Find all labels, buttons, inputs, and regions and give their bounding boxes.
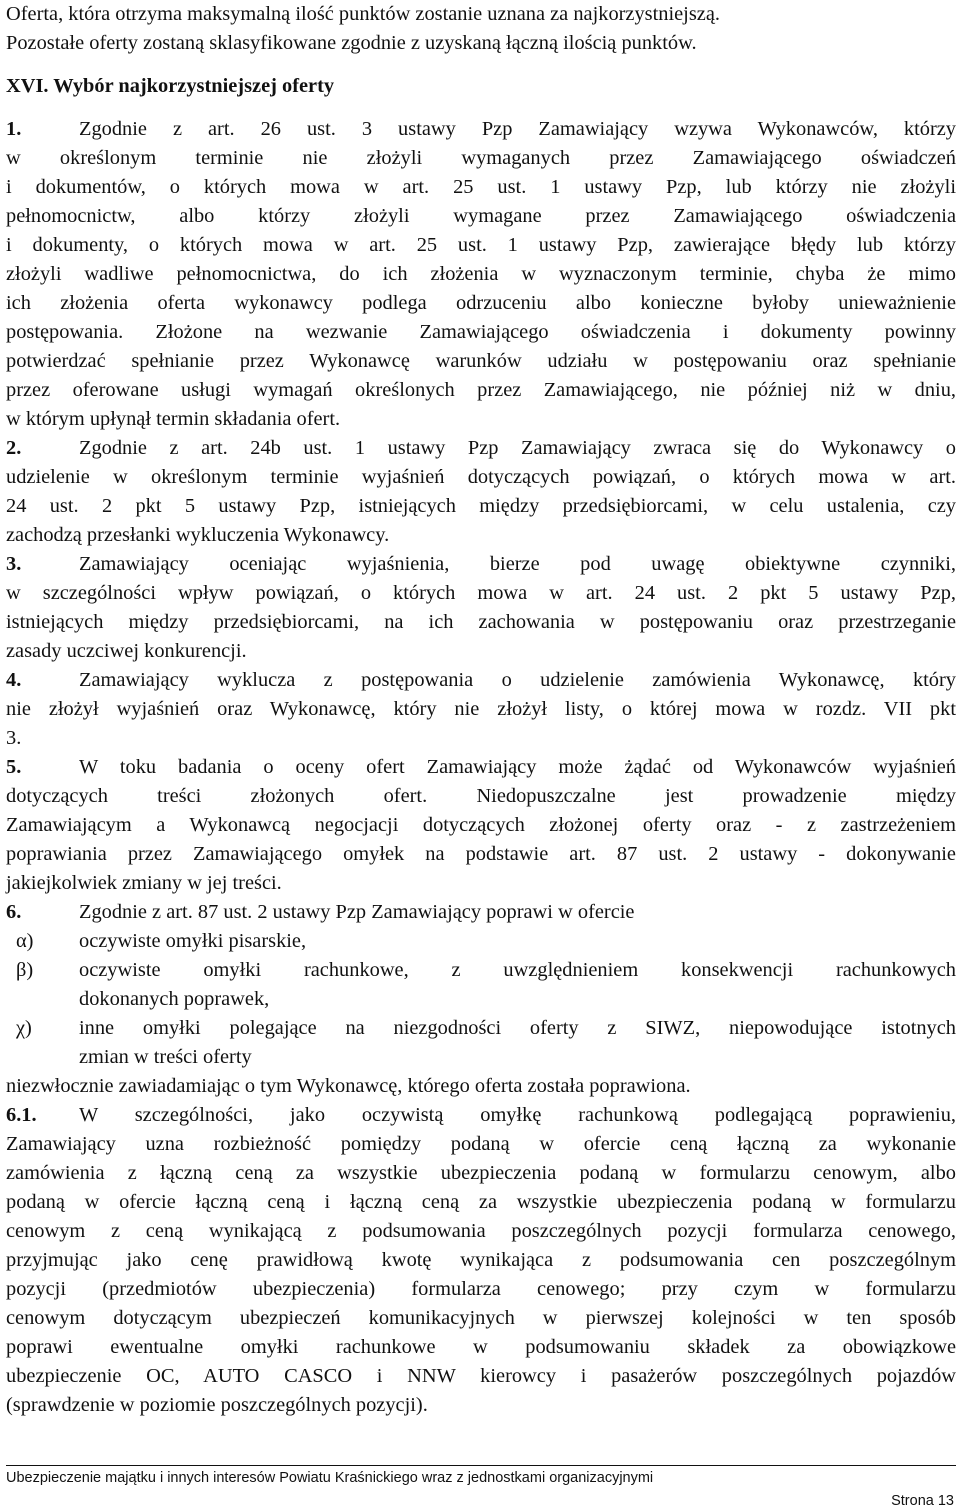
paragraph-number: 6.1. [6,1104,37,1126]
paragraph-line: w którym upłynął termin składania ofert. [6,408,341,430]
page-number: Strona 13 [891,1493,954,1509]
paragraph-number: 1. [6,118,22,140]
list-item [6,956,956,1014]
paragraph-line: cenowym z ceną wynikającą z podsumowania poszczególnych pozycji formularza cenowego, [6,1220,956,1242]
list-item-line: dokonanych poprawek, [79,988,270,1010]
list-marker: α) [16,930,34,952]
paragraph-line: i dokumentów, o których mowa w art. 25 ust. 1 ustawy Pzp, lub którzy nie złożyli [6,176,956,198]
paragraph-1 [6,115,956,434]
page-footer [6,1465,956,1509]
paragraph-line: 5. W toku badania o oceny ofert Zamawiający może żądać od Wykonawców wyjaśnień [6,753,956,782]
paragraph-line: istniejących między przedsiębiorcami, na ich zachowania w postępowaniu oraz przestrzeganie [6,611,956,633]
paragraph-line: postępowania. Złożone na wezwanie Zamawiającego oświadczenia i dokumenty powinny [6,321,956,343]
intro-line: Pozostałe oferty zostaną sklasyfikowane zgodnie z uzyskaną łączną ilością punktów. [6,32,697,54]
paragraph-line: ubezpieczenie OC, AUTO CASCO i NNW kierowcy i pasażerów poszczególnych pojazdów [6,1365,956,1387]
paragraph-line: nie złożył wyjaśnień oraz Wykonawcę, który nie złożył listy, o której mowa w rozdz. VII pkt [6,698,956,720]
intro-line: Oferta, która otrzyma maksymalną ilość punktów zostanie uznana za najkorzystniejszą. [6,3,720,25]
paragraph-line: (sprawdzenie w poziomie poszczególnych pozycji). [6,1394,428,1416]
paragraph-line: 6. Zgodnie z art. 87 ust. 2 ustawy Pzp Zamawiający poprawi w ofercie [6,898,956,927]
paragraph-line: pozycji (przedmiotów ubezpieczenia) formularza cenowego; przy czym w formularzu [6,1278,956,1300]
list-item [6,1014,956,1072]
paragraph-line: podaną w ofercie łączną ceną i łączną ceną za wszystkie ubezpieczenia podaną w formularzu [6,1191,956,1213]
paragraph-line: potwierdzać spełnianie przez Wykonawcę warunków udziału w postępowaniu oraz spełnianie [6,350,956,372]
paragraph-line: niezwłocznie zawiadamiając o tym Wykonawcę, którego oferta została poprawiona. [6,1075,691,1097]
paragraph-3 [6,550,956,666]
paragraph-line: 4. Zamawiający wyklucza z postępowania o udzielenie zamówienia Wykonawcę, który [6,666,956,695]
paragraph-line: poprawi ewentualne omyłki rachunkowe w podsumowaniu składek za obowiązkowe [6,1336,956,1358]
paragraph-6 [6,898,956,1101]
paragraph-line: 6.1. W szczególności, jako oczywistą omyłkę rachunkową podlegającą poprawieniu, [6,1101,956,1130]
paragraph-number: 5. [6,756,22,778]
paragraph-line: pełnomocnictw, albo którzy złożyli wymagane przez Zamawiającego oświadczenia [6,205,956,227]
paragraph-line: cenowym dotyczącym ubezpieczeń komunikacyjnych w pierwszej kolejności w ten sposób [6,1307,956,1329]
paragraph-line: zasady uczciwej konkurencji. [6,640,247,662]
list-item-line: oczywiste omyłki rachunkowe, z uwzględnieniem konsekwencji rachunkowych [79,959,956,981]
paragraph-line: Zamawiającym a Wykonawcą negocjacji dotyczących złożonej oferty oraz - z zastrzeżeniem [6,814,956,836]
section-title: XVI. Wybór najkorzystniejszej oferty [6,75,335,97]
paragraph-number: 3. [6,553,22,575]
paragraph-line: ich złożenia oferta wykonawcy podlega odrzuceniu albo konieczne byłoby unieważnienie [6,292,956,314]
paragraph-4 [6,666,956,753]
list-item [6,927,956,956]
paragraph-line: przyjmując jako cenę prawidłową kwotę wynikająca z podsumowania cen poszczególnym [6,1249,956,1271]
paragraph-line: 24 ust. 2 pkt 5 ustawy Pzp, istniejących między przedsiębiorcami, w celu ustalenia, czy [6,495,956,517]
paragraph-line: Zamawiający uzna rozbieżność pomiędzy podaną w ofercie ceną łączną za wykonanie [6,1133,956,1155]
paragraph-number: 2. [6,437,22,459]
paragraph-6-1 [6,1101,956,1420]
paragraph-line: poprawiania przez Zamawiającego omyłek na podstawie art. 87 ust. 2 ustawy - dokonywanie [6,843,956,865]
paragraph-line: 2. Zgodnie z art. 24b ust. 1 ustawy Pzp Zamawiający zwraca się do Wykonawcy o [6,434,956,463]
paragraph-number: 6. [6,901,22,923]
paragraph-line: udzielenie w określonym terminie wyjaśnień dotyczących powiązań, o których mowa w art. [6,466,956,488]
list-item-line: oczywiste omyłki pisarskie, [79,930,307,952]
paragraph-line: złożyli wadliwe pełnomocnictwa, do ich złożenia w wyznaczonym terminie, chyba że mimo [6,263,956,285]
list-marker: β) [16,959,34,981]
paragraph-5 [6,753,956,898]
paragraph-line: w szczególności wpływ powiązań, o których mowa w art. 24 ust. 2 pkt 5 ustawy Pzp, [6,582,956,604]
paragraph-line: przez oferowane usługi wymagań określonych przez Zamawiającego, nie później niż w dniu, [6,379,956,401]
paragraph-line: dotyczących treści złożonych ofert. Niedopuszczalne jest prowadzenie między [6,785,956,807]
paragraph-line: zachodzą przesłanki wykluczenia Wykonawcy. [6,524,390,546]
paragraph-line: 3. [6,727,22,749]
paragraph-number: 4. [6,669,22,691]
list-marker: χ) [16,1017,32,1039]
paragraph-line: 1. Zgodnie z art. 26 ust. 3 ustawy Pzp Zamawiający wzywa Wykonawców, którzy [6,115,956,144]
list-item-line: zmian w treści oferty [79,1046,252,1068]
document-page [6,0,956,1420]
paragraph-line: 3. Zamawiający oceniając wyjaśnienia, bierze pod uwagę obiektywne czynniki, [6,550,956,579]
paragraph-line: i dokumenty, o których mowa w art. 25 ust. 1 ustawy Pzp, zawierające błędy lub którzy [6,234,956,256]
paragraph-line: jakiejkolwiek zmiany w jej treści. [6,872,282,894]
list-item-line: inne omyłki polegające na niezgodności oferty z SIWZ, niepowodujące istotnych [79,1017,956,1039]
paragraph-2 [6,434,956,550]
footer-title: Ubezpieczenie majątku i innych interesów Powiatu Kraśnickiego wraz z jednostkami organizacyjnymi [6,1470,654,1486]
paragraph-line: w określonym terminie nie złożyli wymaganych przez Zamawiającego oświadczeń [6,147,956,169]
paragraph-line: zamówienia z łączną ceną za wszystkie ubezpieczenia podaną w formularzu cenowym, albo [6,1162,956,1184]
